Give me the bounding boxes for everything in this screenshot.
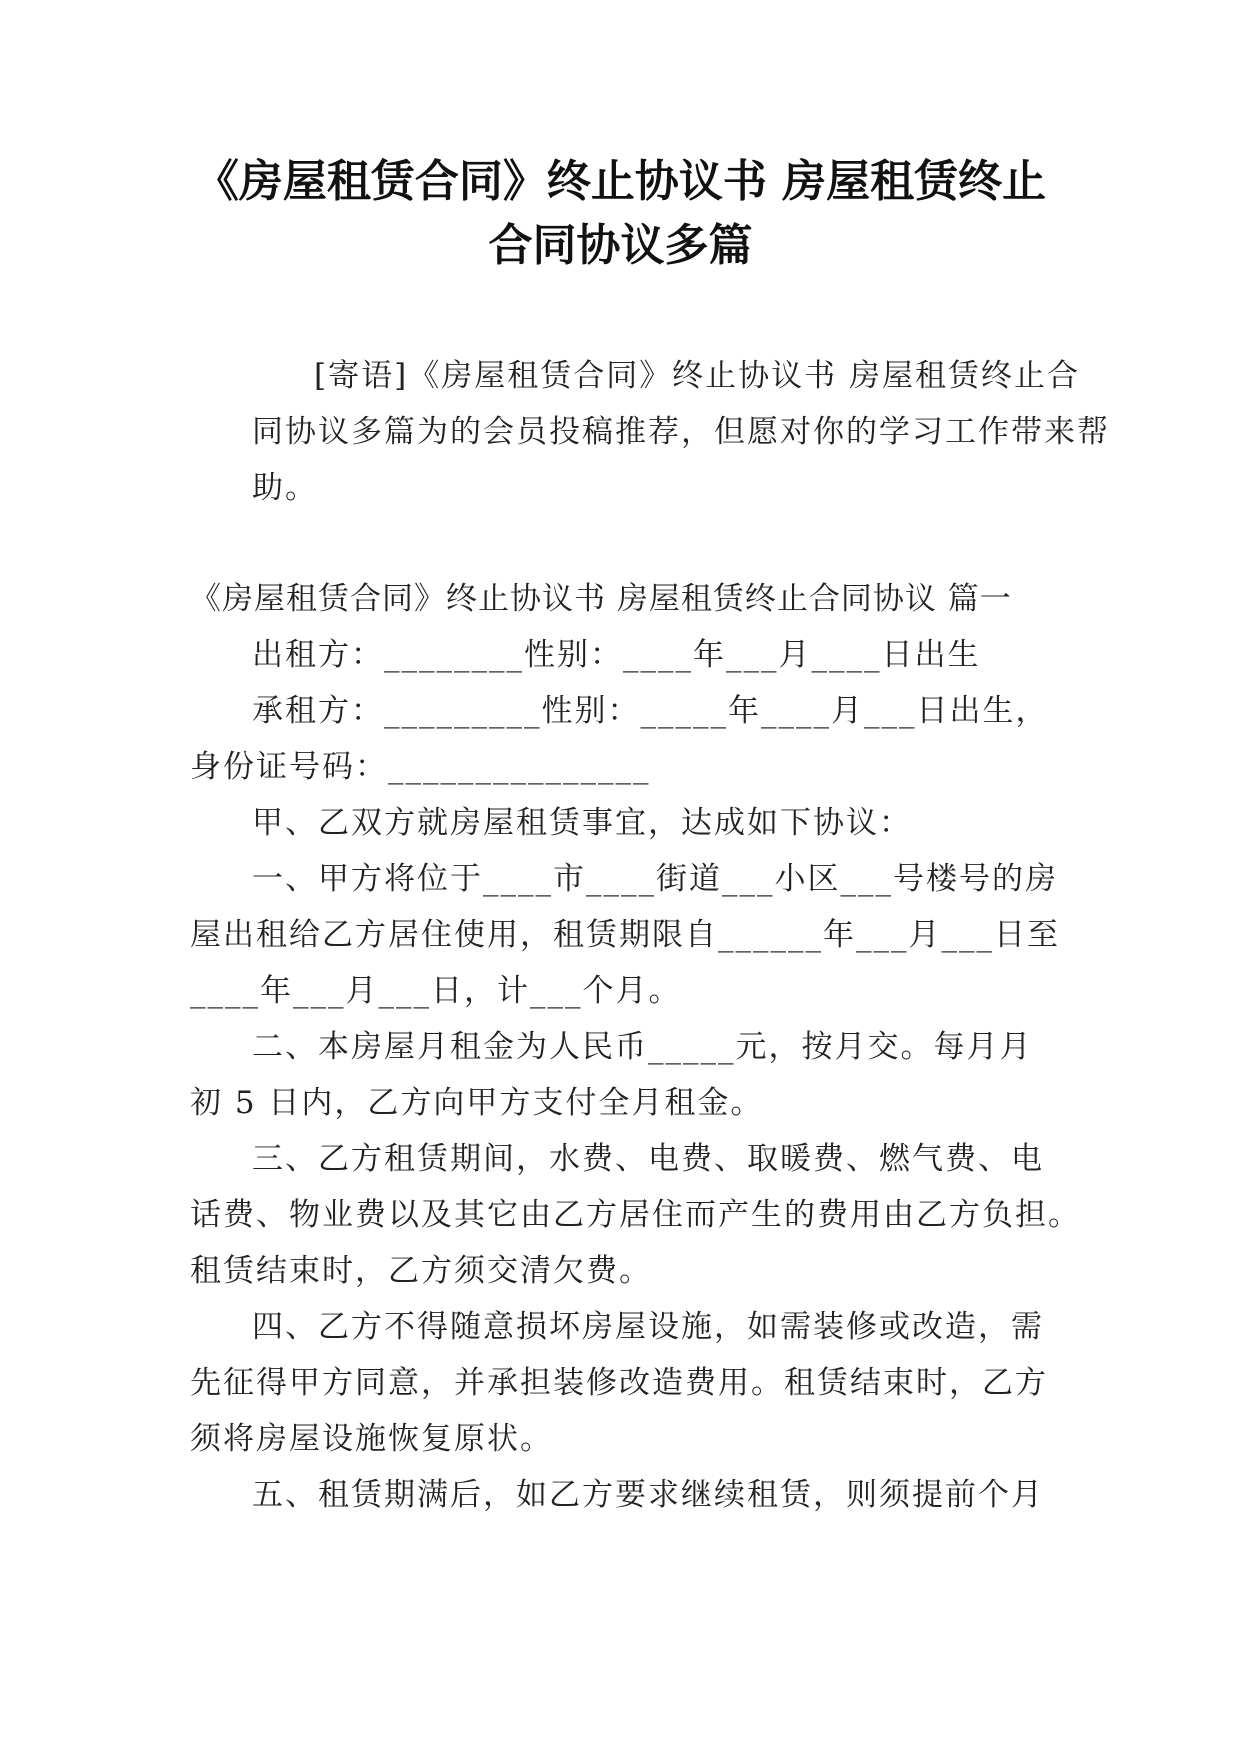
lessee-block — [190, 683, 1060, 795]
lessor-text: 出租方：________性别：____年___月____日出生 — [252, 637, 981, 673]
intro-line-1: [寄语]《房屋租赁合同》终止协议书 房屋租赁终止合 — [314, 358, 1081, 394]
agreement-intro — [190, 795, 1060, 851]
clause-4 — [190, 1299, 1060, 1467]
clause-4-line-1: 四、乙方不得随意损坏房屋设施，如需装修或改造，需 — [252, 1309, 1044, 1345]
clause-1-line-1: 一、甲方将位于____市____街道___小区___号楼号的房 — [252, 861, 1058, 897]
title-line-1: 《房屋租赁合同》终止协议书 房屋租赁终止 — [194, 156, 1047, 207]
clause-5-line-1: 五、租赁期满后，如乙方要求继续租赁，则须提前个月 — [252, 1477, 1044, 1513]
clause-2-line-2: 初 5 日内，乙方向甲方支付全月租金。 — [190, 1085, 764, 1121]
clause-3 — [190, 1131, 1081, 1299]
clause-3-line-2: 话费、物业费以及其它由乙方居住而产生的费用由乙方负担。 — [190, 1197, 1081, 1233]
intro-line-2: 同协议多篇为的会员投稿推荐，但愿对你的学习工作带来帮 — [252, 414, 1110, 450]
document-title — [150, 150, 1091, 278]
lessee-line-1: 承租方：_________性别：_____年____月___日出生， — [252, 693, 1049, 729]
title-line-2: 合同协议多篇 — [488, 220, 753, 271]
lessee-line-2: 身份证号码：_______________ — [190, 749, 651, 785]
clause-3-line-1: 三、乙方租赁期间，水费、电费、取暖费、燃气费、电 — [252, 1141, 1044, 1177]
spacer — [190, 516, 1060, 571]
clause-2-line-1: 二、本房屋月租金为人民币_____元，按月交。每月月 — [252, 1029, 1033, 1065]
clause-4-line-2: 先征得甲方同意，并承担装修改造费用。租赁结束时，乙方 — [190, 1365, 1048, 1401]
clause-1-line-3: ____年___月___日，计___个月。 — [190, 973, 682, 1009]
lessor-line — [190, 627, 1060, 683]
intro-line-3: 助。 — [252, 470, 318, 506]
clause-1 — [190, 851, 1060, 1019]
section-heading: 《房屋租赁合同》终止协议书 房屋租赁终止合同协议 篇一 — [190, 581, 1012, 617]
clause-1-line-2: 屋出租给乙方居住使用，租赁期限自______年___月___日至 — [190, 917, 1060, 953]
intro-paragraph — [190, 348, 1110, 516]
clause-4-line-3: 须将房屋设施恢复原状。 — [190, 1421, 553, 1457]
clause-3-line-3: 租赁结束时，乙方须交清欠费。 — [190, 1253, 652, 1289]
clause-5 — [190, 1467, 1060, 1523]
clause-2 — [190, 1019, 1060, 1131]
document-body — [190, 348, 1110, 1523]
agreement-intro-text: 甲、乙双方就房屋租赁事宜，达成如下协议： — [252, 805, 912, 841]
